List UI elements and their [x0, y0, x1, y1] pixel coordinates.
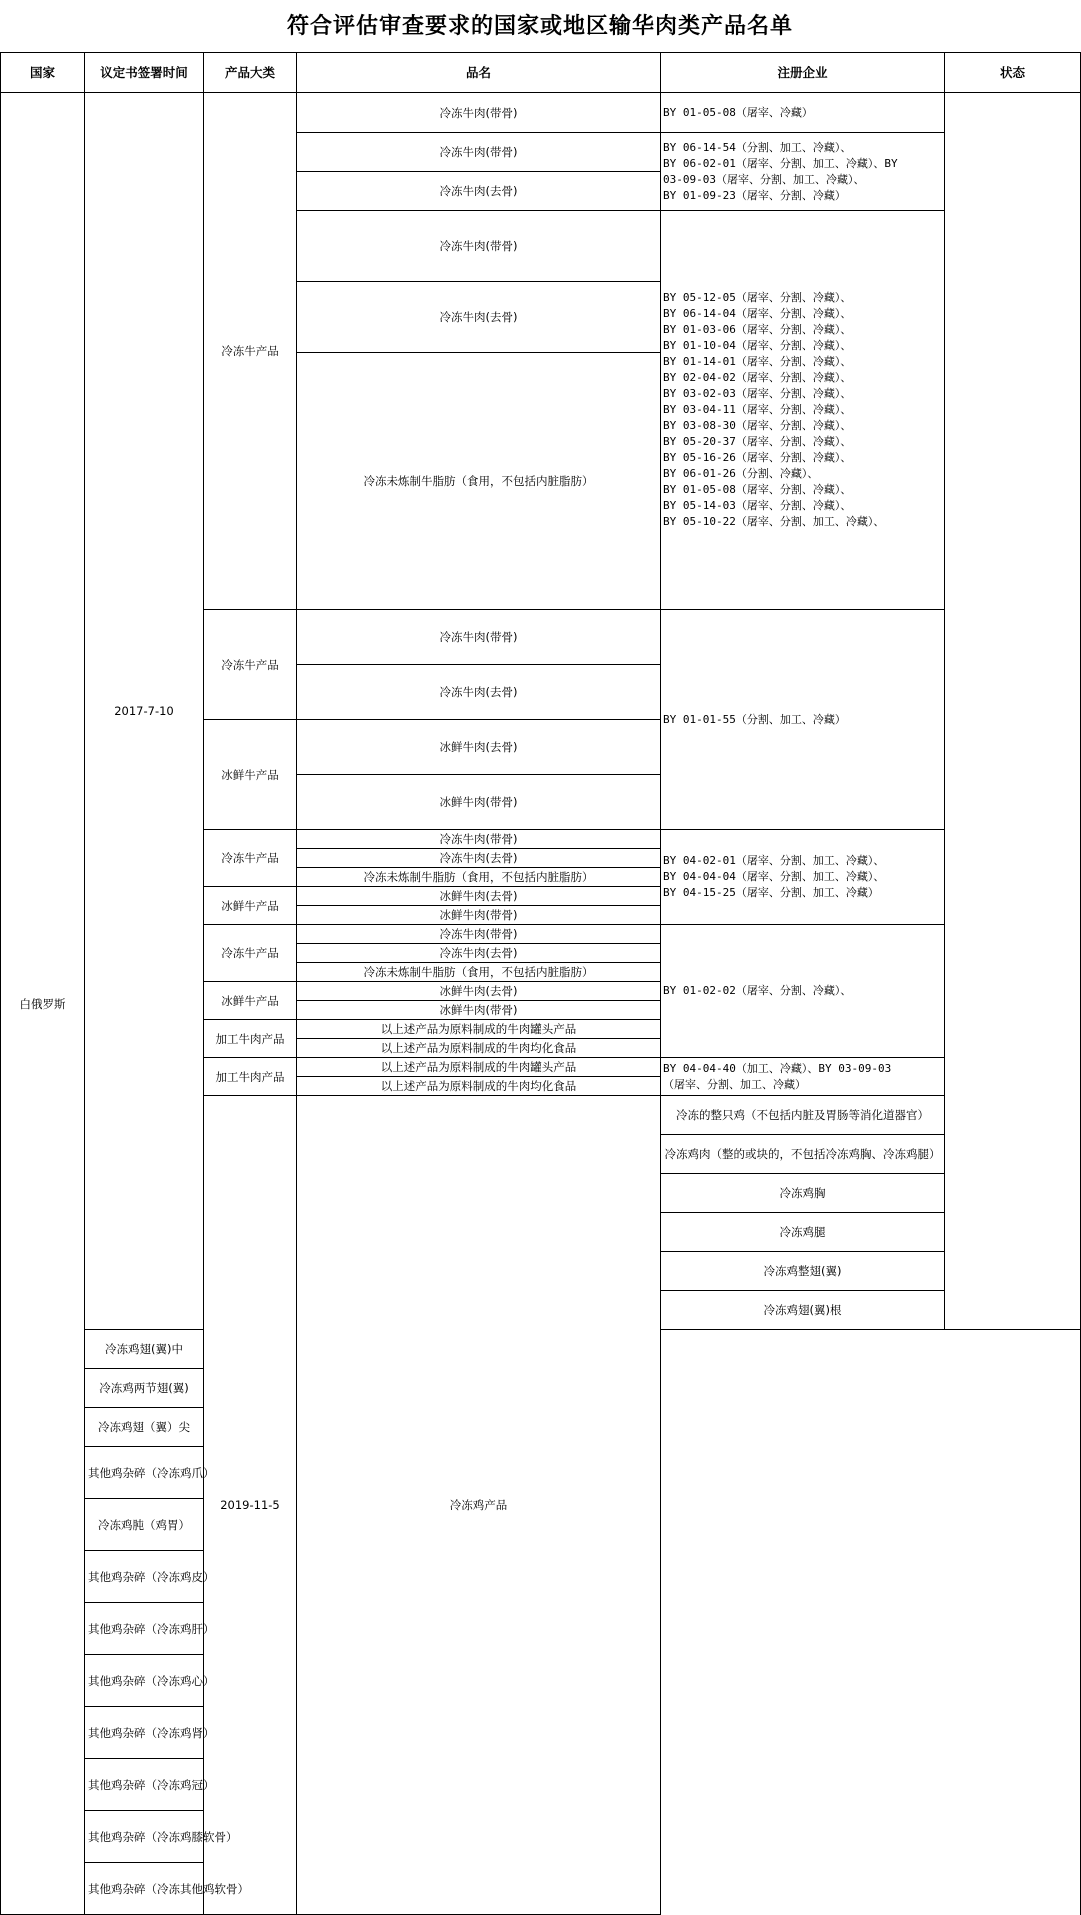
product-cell: 冰鲜牛肉(去骨) — [297, 982, 661, 1001]
category-cell: 冰鲜牛产品 — [204, 887, 297, 925]
product-cell: 冰鲜牛肉(带骨) — [297, 775, 661, 830]
product-cell: 冷冻鸡翅（翼）尖 — [85, 1408, 204, 1447]
product-cell: 冷冻鸡整翅(翼) — [661, 1252, 945, 1291]
date-cell: 2019-11-5 — [204, 1096, 297, 1915]
product-cell: 冷冻未炼制牛脂肪（食用，不包括内脏脂肪） — [297, 963, 661, 982]
product-cell: 冰鲜牛肉(去骨) — [297, 887, 661, 906]
enterprise-cell: BY 01-02-02（屠宰、分割、冷藏）、 — [661, 925, 945, 1058]
category-cell: 冷冻牛产品 — [204, 93, 297, 610]
category-cell: 冰鲜牛产品 — [204, 720, 297, 830]
product-cell: 冷冻牛肉(带骨) — [297, 93, 661, 133]
product-cell: 冷冻牛肉(去骨) — [297, 282, 661, 353]
date-cell: 2017-7-10 — [85, 93, 204, 1330]
product-cell: 冷冻牛肉(去骨) — [297, 849, 661, 868]
product-cell: 冰鲜牛肉(带骨) — [297, 1001, 661, 1020]
enterprise-cell: BY 01-05-08（屠宰、冷藏） — [661, 93, 945, 133]
category-cell: 冷冻牛产品 — [204, 925, 297, 982]
product-cell: 冷冻鸡翅(翼)中 — [85, 1330, 204, 1369]
product-cell: 冷冻未炼制牛脂肪（食用，不包括内脏脂肪） — [297, 868, 661, 887]
product-cell: 冷冻鸡胸 — [661, 1174, 945, 1213]
product-cell: 以上述产品为原料制成的牛肉均化食品 — [297, 1077, 661, 1096]
header-date: 议定书签署时间 — [85, 53, 204, 93]
product-cell: 冷冻牛肉(带骨) — [297, 925, 661, 944]
header-enterprise: 注册企业 — [661, 53, 945, 93]
product-cell: 冷冻牛肉(带骨) — [297, 133, 661, 172]
header-status: 状态 — [945, 53, 1081, 93]
product-cell: 以上述产品为原料制成的牛肉罐头产品 — [297, 1058, 661, 1077]
product-cell: 冷冻牛肉(带骨) — [297, 610, 661, 665]
product-cell: 其他鸡杂碎（冷冻鸡心） — [85, 1655, 204, 1707]
product-cell: 冷冻牛肉(带骨) — [297, 830, 661, 849]
category-cell: 加工牛肉产品 — [204, 1058, 297, 1096]
product-cell: 其他鸡杂碎（冷冻其他鸡软骨） — [85, 1863, 204, 1915]
header-category: 产品大类 — [204, 53, 297, 93]
product-cell: 冷冻牛肉(去骨) — [297, 665, 661, 720]
page-title: 符合评估审查要求的国家或地区输华肉类产品名单 — [286, 13, 793, 39]
product-cell: 冰鲜牛肉(带骨) — [297, 906, 661, 925]
product-table — [0, 52, 1081, 1915]
product-cell: 其他鸡杂碎（冷冻鸡爪） — [85, 1447, 204, 1499]
enterprise-cell: BY 01-01-55（分割、加工、冷藏） — [661, 610, 945, 830]
product-cell: 冷冻鸡翅(翼)根 — [661, 1291, 945, 1330]
category-cell: 冰鲜牛产品 — [204, 982, 297, 1020]
category-cell: 冷冻鸡产品 — [297, 1096, 661, 1915]
product-cell: 其他鸡杂碎（冷冻鸡肝） — [85, 1603, 204, 1655]
header-country: 国家 — [1, 53, 85, 93]
product-cell: 冷冻牛肉(带骨) — [297, 211, 661, 282]
product-cell: 冷冻鸡两节翅(翼) — [85, 1369, 204, 1408]
product-cell: 其他鸡杂碎（冷冻鸡膝软骨） — [85, 1811, 204, 1863]
product-cell: 其他鸡杂碎（冷冻鸡冠） — [85, 1759, 204, 1811]
country-cell: 白俄罗斯 — [1, 93, 85, 1915]
enterprise-cell: BY 04-04-40（加工、冷藏）、BY 03-09-03 （屠宰、分割、加工、冷藏） — [661, 1058, 945, 1096]
product-cell: 冷冻的整只鸡（不包括内脏及胃肠等消化道器官） — [661, 1096, 945, 1135]
product-cell: 冷冻鸡肉（整的或块的，不包括冷冻鸡胸、冷冻鸡腿） — [661, 1135, 945, 1174]
product-cell: 冷冻鸡腿 — [661, 1213, 945, 1252]
category-cell: 冷冻牛产品 — [204, 830, 297, 887]
product-cell: 其他鸡杂碎（冷冻鸡肾） — [85, 1707, 204, 1759]
enterprise-cell: BY 04-02-01（屠宰、分割、加工、冷藏）、 BY 04-04-04（屠宰、分割、加工、冷藏）、 BY 04-15-25（屠宰、分割、加工、冷藏） — [661, 830, 945, 925]
enterprise-cell: BY 05-12-05（屠宰、分割、冷藏）、 BY 06-14-04（屠宰、分割、冷藏）、 BY 01-03-06（屠宰、分割、冷藏）、 BY 01-10-04（屠宰、分割、冷藏）、 BY 01-14-01（屠宰、分割、冷藏）、 BY 02-04-02（屠宰、分割、冷藏）、 BY 03-02-03（屠宰、分割、冷藏）、 BY 03-04-11（屠宰、分割、冷藏）、 BY 03-08-30（屠宰、分割、冷藏）、 BY 05-20-37（屠宰、分割、冷藏）、 BY 05-16-26（屠宰、分割、冷藏）、 BY 06-01-26（分割、冷藏）、 BY 01-05-08（屠宰、分割、冷藏）、 BY 05-14-03（屠宰、分割、冷藏）、 BY 05-10-22（屠宰、分割、加工、冷藏）、 — [661, 211, 945, 610]
header-row — [1, 53, 1081, 93]
header-product: 品名 — [297, 53, 661, 93]
product-cell: 冰鲜牛肉(去骨) — [297, 720, 661, 775]
table-row — [1, 93, 1081, 133]
status-cell — [945, 93, 1081, 1330]
product-cell: 其他鸡杂碎（冷冻鸡皮） — [85, 1551, 204, 1603]
enterprise-cell: BY 06-14-54（分割、加工、冷藏）、 BY 06-02-01（屠宰、分割、加工、冷藏）、BY 03-09-03（屠宰、分割、加工、冷藏）、 BY 01-09-23（屠宰、分割、冷藏） — [661, 133, 945, 211]
product-cell: 以上述产品为原料制成的牛肉均化食品 — [297, 1039, 661, 1058]
product-cell: 冷冻鸡肫（鸡胃） — [85, 1499, 204, 1551]
product-cell: 冷冻牛肉(去骨) — [297, 172, 661, 211]
product-cell: 冷冻未炼制牛脂肪（食用，不包括内脏脂肪） — [297, 353, 661, 610]
category-cell: 加工牛肉产品 — [204, 1020, 297, 1058]
product-cell: 以上述产品为原料制成的牛肉罐头产品 — [297, 1020, 661, 1039]
product-cell: 冷冻牛肉(去骨) — [297, 944, 661, 963]
category-cell: 冷冻牛产品 — [204, 610, 297, 720]
